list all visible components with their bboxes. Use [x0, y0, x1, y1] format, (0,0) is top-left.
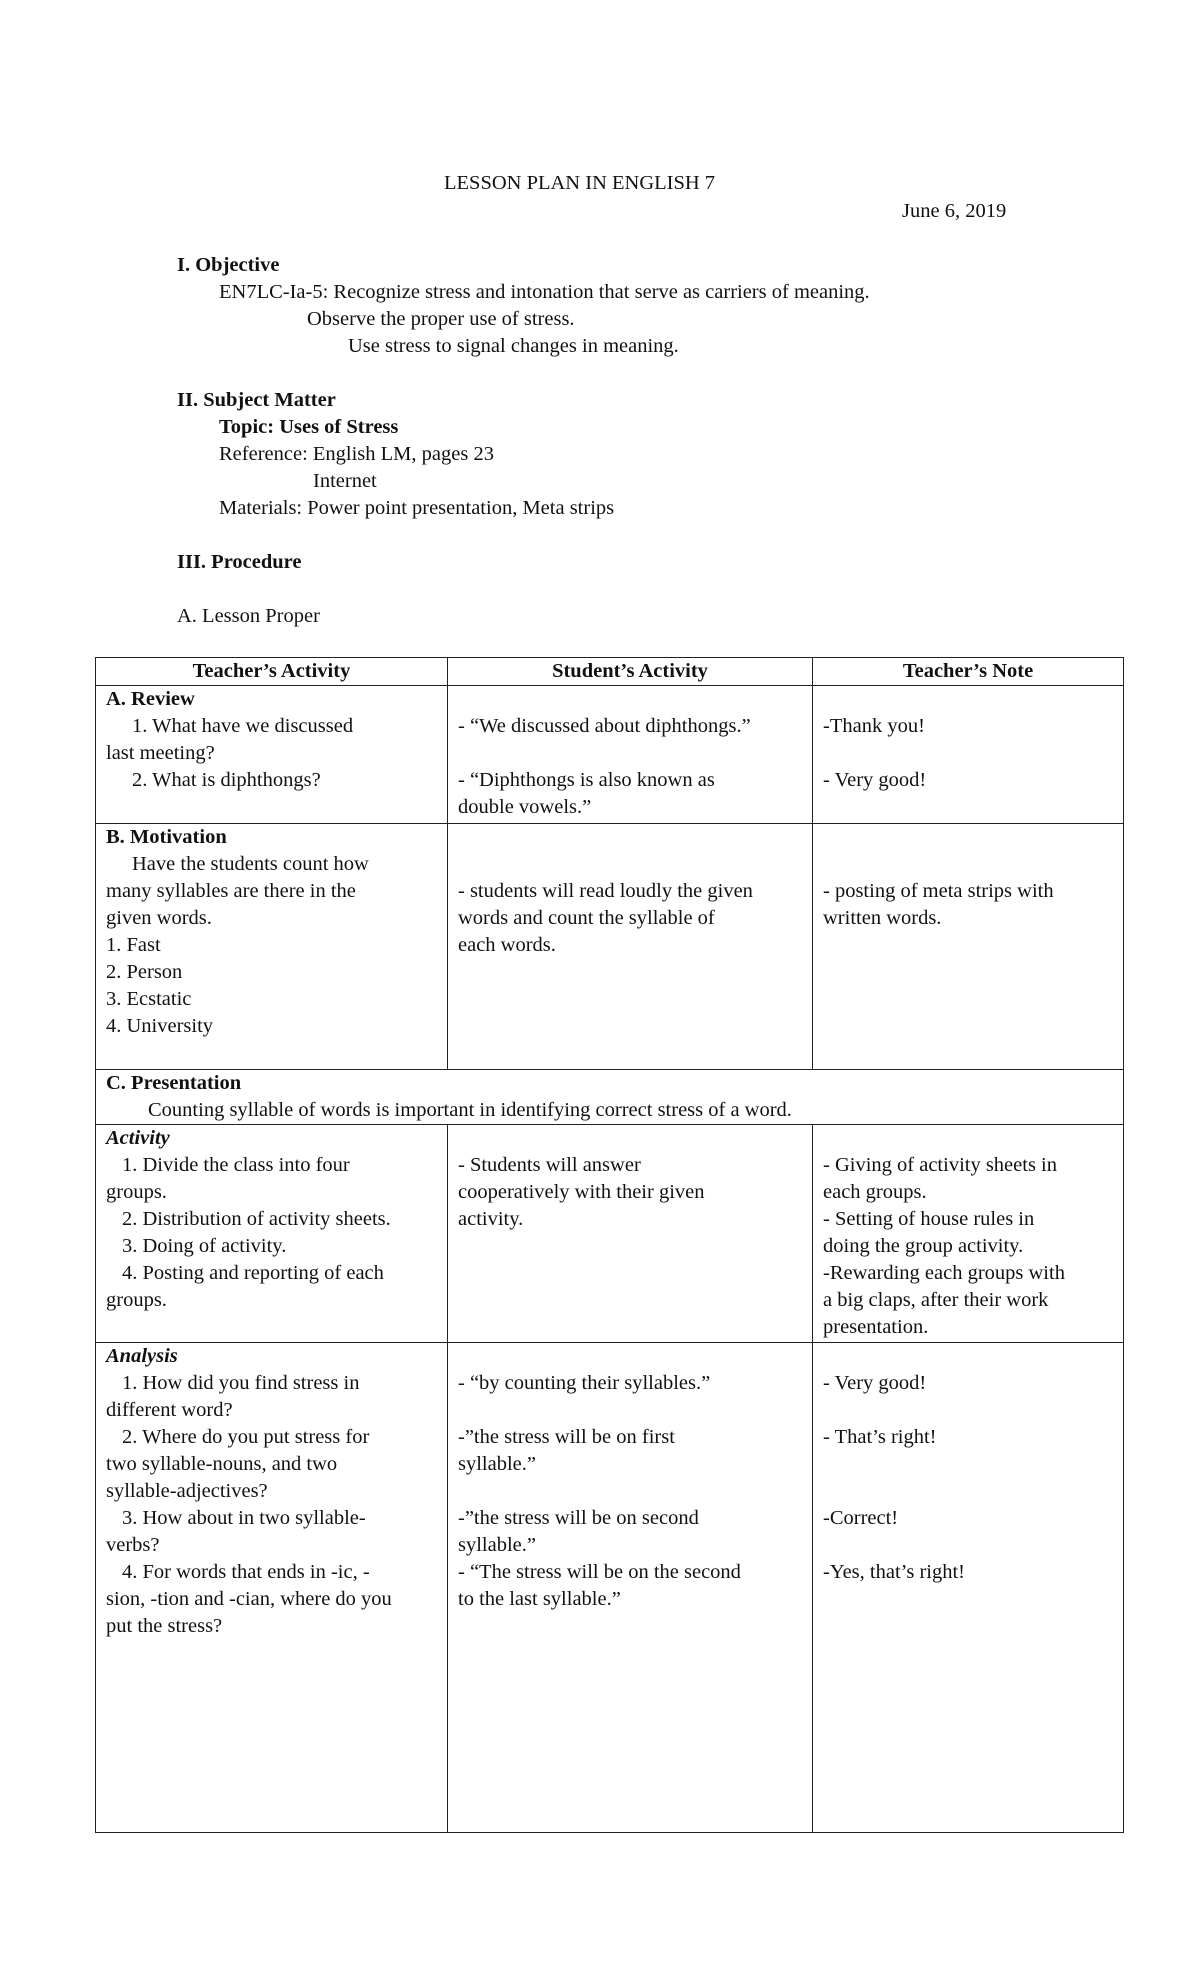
activity-note-cell: [813, 1125, 1124, 1343]
motivation-l2: many syllables are there in the: [106, 880, 356, 902]
reference: Reference: English LM, pages 23: [219, 443, 494, 465]
analysis-q2-cont2: syllable-adjectives?: [106, 1480, 268, 1502]
activity-n6: a big claps, after their work: [823, 1289, 1049, 1311]
motivation-n1: - posting of meta strips with: [823, 880, 1054, 902]
activity-n1: - Giving of activity sheets in: [823, 1154, 1057, 1176]
analysis-n4: -Yes, that’s right!: [823, 1561, 965, 1583]
activity-title: Activity: [106, 1127, 170, 1149]
analysis-s1: - “by counting their syllables.”: [458, 1372, 711, 1394]
analysis-n1: - Very good!: [823, 1372, 927, 1394]
review-s2-cont: double vowels.”: [458, 796, 592, 818]
activity-t1: 1. Divide the class into four: [122, 1154, 350, 1176]
analysis-q4-cont: sion, -tion and -cian, where do you: [106, 1588, 392, 1610]
header-teacher-activity: Teacher’s Activity: [96, 658, 448, 686]
activity-s3: activity.: [458, 1208, 524, 1230]
analysis-s3: -”the stress will be on second: [458, 1507, 699, 1529]
subject-matter-heading: II. Subject Matter: [177, 389, 336, 411]
table-header-row: [96, 658, 1124, 686]
review-q2: 2. What is diphthongs?: [132, 769, 321, 791]
header-teacher-note: Teacher’s Note: [813, 658, 1124, 686]
analysis-q1: 1. How did you find stress in: [122, 1372, 360, 1394]
activity-n4: doing the group activity.: [823, 1235, 1024, 1257]
header-student-activity: Student’s Activity: [448, 658, 813, 686]
activity-t3: 3. Doing of activity.: [122, 1235, 287, 1257]
motivation-l3: given words.: [106, 907, 212, 929]
activity-t2: 2. Distribution of activity sheets.: [122, 1208, 391, 1230]
analysis-q1-cont: different word?: [106, 1399, 233, 1421]
activity-t4: 4. Posting and reporting of each: [122, 1262, 384, 1284]
analysis-q2: 2. Where do you put stress for: [122, 1426, 370, 1448]
objective-heading: I. Objective: [177, 254, 280, 276]
motivation-s2: words and count the syllable of: [458, 907, 715, 929]
document-title: LESSON PLAN IN ENGLISH 7: [444, 172, 716, 194]
activity-n3: - Setting of house rules in: [823, 1208, 1035, 1230]
motivation-row: [96, 824, 1124, 1070]
analysis-q3: 3. How about in two syllable-: [122, 1507, 366, 1529]
analysis-q2-cont: two syllable-nouns, and two: [106, 1453, 338, 1475]
analysis-n3: -Correct!: [823, 1507, 899, 1529]
review-s1: - “We discussed about diphthongs.”: [458, 715, 751, 737]
analysis-student-cell: [448, 1343, 813, 1833]
activity-s1: - Students will answer: [458, 1154, 641, 1176]
motivation-title: B. Motivation: [106, 826, 227, 848]
review-n2: - Very good!: [823, 769, 927, 791]
review-note-cell: [813, 686, 1124, 824]
review-student-cell: [448, 686, 813, 824]
presentation-row: [96, 1070, 1124, 1125]
analysis-q4: 4. For words that ends in -ic, -: [122, 1561, 370, 1583]
activity-t1-cont: groups.: [106, 1181, 167, 1203]
lesson-proper-heading: A. Lesson Proper: [177, 605, 320, 627]
topic: Topic: Uses of Stress: [219, 416, 399, 438]
review-s2: - “Diphthongs is also known as: [458, 769, 715, 791]
activity-student-cell: [448, 1125, 813, 1343]
analysis-q3-cont: verbs?: [106, 1534, 160, 1556]
motivation-s1: - students will read loudly the given: [458, 880, 753, 902]
analysis-note-cell: [813, 1343, 1124, 1833]
motivation-w3: 3. Ecstatic: [106, 988, 192, 1010]
analysis-n2: - That’s right!: [823, 1426, 937, 1448]
review-title: A. Review: [106, 688, 195, 710]
motivation-student-cell: [448, 824, 813, 1070]
motivation-l1: Have the students count how: [132, 853, 369, 875]
activity-n5: -Rewarding each groups with: [823, 1262, 1065, 1284]
motivation-teacher-cell: [96, 824, 448, 1070]
activity-row: [96, 1125, 1124, 1343]
analysis-s3-cont: syllable.”: [458, 1534, 536, 1556]
motivation-w4: 4. University: [106, 1015, 214, 1037]
analysis-title: Analysis: [106, 1345, 178, 1367]
analysis-teacher-cell: [96, 1343, 448, 1833]
activity-n7: presentation.: [823, 1316, 929, 1338]
activity-t4-cont: groups.: [106, 1289, 167, 1311]
presentation-text: Counting syllable of words is important in identifying correct stress of a word.: [148, 1099, 792, 1121]
analysis-row: [96, 1343, 1124, 1833]
presentation-cell: [96, 1070, 1124, 1125]
analysis-s4: - “The stress will be on the second: [458, 1561, 741, 1583]
activity-s2: cooperatively with their given: [458, 1181, 705, 1203]
analysis-s2-cont: syllable.”: [458, 1453, 536, 1475]
document-date: June 6, 2019: [902, 200, 1007, 222]
objective-line-3: Use stress to signal changes in meaning.: [348, 335, 679, 357]
analysis-q4-cont2: put the stress?: [106, 1615, 223, 1637]
reference-internet: Internet: [313, 470, 377, 492]
objective-line-1: EN7LC-Ia-5: Recognize stress and intonation that serve as carriers of meaning.: [219, 281, 870, 303]
motivation-w2: 2. Person: [106, 961, 183, 983]
activity-n2: each groups.: [823, 1181, 927, 1203]
motivation-note-cell: [813, 824, 1124, 1070]
review-n1: -Thank you!: [823, 715, 925, 737]
procedure-heading: III. Procedure: [177, 551, 302, 573]
motivation-w1: 1. Fast: [106, 934, 161, 956]
analysis-s2: -”the stress will be on first: [458, 1426, 675, 1448]
presentation-title: C. Presentation: [106, 1072, 242, 1094]
review-teacher-cell: [96, 686, 448, 824]
motivation-n2: written words.: [823, 907, 942, 929]
objective-line-2: Observe the proper use of stress.: [307, 308, 575, 330]
review-q1: 1. What have we discussed: [132, 715, 354, 737]
activity-teacher-cell: [96, 1125, 448, 1343]
materials: Materials: Power point presentation, Meta strips: [219, 497, 615, 519]
analysis-s4-cont: to the last syllable.”: [458, 1588, 621, 1610]
review-row: [96, 686, 1124, 824]
lesson-table: [95, 657, 1124, 1833]
motivation-s3: each words.: [458, 934, 556, 956]
review-q1-cont: last meeting?: [106, 742, 215, 764]
